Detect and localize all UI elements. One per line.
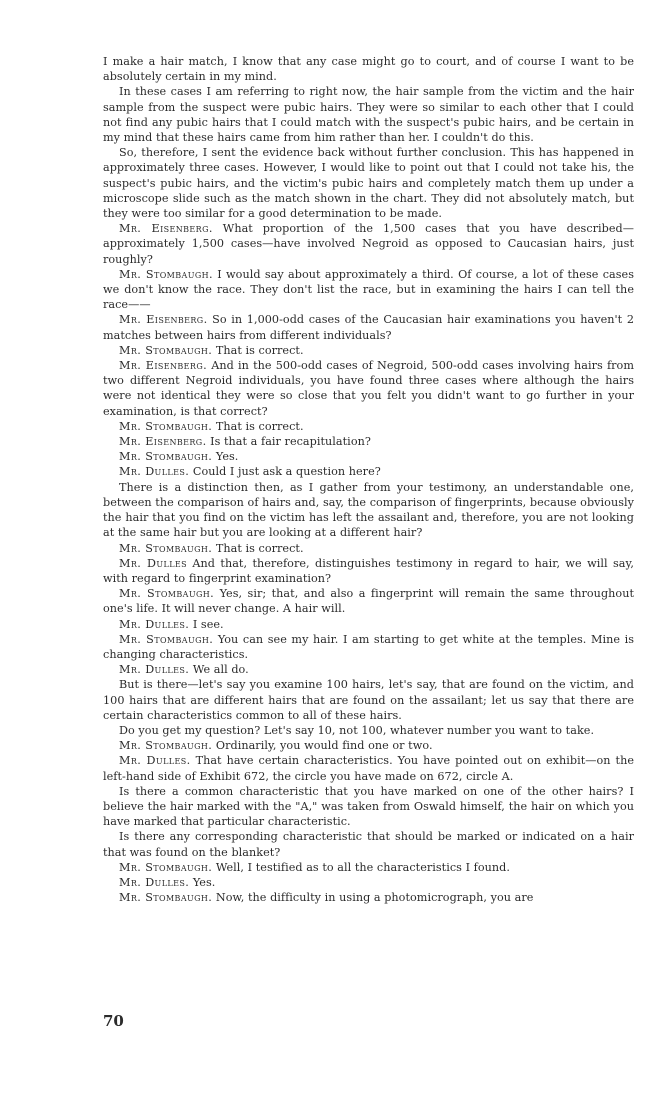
paragraph-text: Is that a fair recapitulation?: [210, 435, 371, 449]
paragraph-text: Yes.: [192, 875, 216, 889]
paragraph-text: What proportion of the 1,500 cases that you have described—approximately 1,500 cases—have involved Negroid as opposed to Caucasian hairs, just roughly?: [103, 222, 634, 266]
paragraph-text: Do you get my question? Let's say 10, not 100, whatever number you want to take.: [119, 723, 595, 737]
speaker: Mr. Dulles.: [119, 875, 190, 889]
paragraph-text: That is correct.: [215, 541, 304, 555]
speaker: Mr. Stombaugh.: [119, 739, 213, 753]
paragraph: [103, 753, 634, 783]
paragraph-text: You can see my hair. I am starting to get white at the temples. Mine is changing characteristics.: [103, 632, 635, 661]
paragraph-text: Well, I testified as to all the characteristics I found.: [215, 860, 510, 874]
paragraph: [103, 312, 634, 342]
speaker: Mr. Dulles.: [119, 663, 190, 677]
paragraph-text: Ordinarily, you would find one or two.: [215, 739, 433, 753]
page-number: 70: [103, 1012, 124, 1030]
speaker: Mr. Stombaugh.: [119, 343, 213, 357]
paragraph-text: I would say about approximately a third. Of course, a lot of these cases we don't know the race. They don't list the race, but in examining the hairs I can tell the race——: [103, 267, 635, 312]
speaker: Mr. Dulles: [119, 556, 188, 570]
paragraph: [103, 829, 634, 859]
paragraph: [103, 556, 634, 586]
paragraph: [103, 784, 634, 830]
paragraph: [103, 145, 634, 221]
paragraph-text: That is correct.: [215, 419, 304, 433]
paragraph-text: I see.: [192, 617, 224, 631]
paragraph-text: There is a distinction then, as I gather from your testimony, an understandable one, between the comparison of hairs and, say, the comparison of fingerprints, because obviously the hair that you find on the victim has left the assailant and, therefore, you are not looking at the same hair but you are looking at a different hair?: [103, 480, 634, 540]
speaker: Mr. Stombaugh.: [119, 587, 215, 601]
paragraph-text: That have certain characteristics. You have pointed out on exhibit—on the left-hand side of Exhibit 672, the circle you have made on 672, circle A.: [103, 754, 634, 783]
speaker: Mr. Stombaugh.: [119, 860, 213, 874]
paragraph: [103, 662, 634, 677]
paragraph-text: Is there any corresponding characteristic that should be marked or indicated on a hair that was found on the blanket?: [103, 830, 634, 859]
paragraph: [103, 449, 634, 464]
paragraph-text: We all do.: [192, 663, 249, 677]
speaker: Mr. Dulles.: [119, 617, 190, 631]
paragraph: [103, 586, 634, 616]
paragraph-text: Is there a common characteristic that you have marked on one of the other hairs? I believe the hair marked with the "A," was taken from Oswald himself, the hair on which you have marked that particular characteristic.: [103, 784, 634, 829]
paragraph: [103, 464, 634, 479]
speaker: Mr. Dulles.: [119, 465, 190, 479]
paragraph: [103, 434, 634, 449]
paragraph: [103, 738, 634, 753]
paragraph: [103, 541, 634, 556]
paragraph: [103, 343, 634, 358]
speaker: Mr. Stombaugh.: [119, 450, 213, 464]
paragraph: [103, 875, 634, 890]
paragraph: [103, 84, 634, 145]
paragraph: [103, 480, 634, 541]
speaker: Mr. Eisenberg.: [119, 313, 208, 327]
paragraph-text: That is correct.: [215, 343, 304, 357]
paragraph-text: I make a hair match, I know that any case might go to court, and of course I want to be absolutely certain in my mind.: [103, 55, 634, 84]
paragraph-text: Yes.: [215, 450, 239, 464]
paragraph: [103, 617, 634, 632]
paragraph: [103, 890, 634, 905]
paragraph-text: So, therefore, I sent the evidence back without further conclusion. This has happened in approximately three cases. However, I would like to point out that I could not take his, the suspect's pubic hairs, and the victim's pubic hairs and completely match them up under a microscope slide such as the match shown in the chart. They did not absolutely match, but they were too similar for a good determination to be made.: [103, 146, 634, 221]
speaker: Mr. Stombaugh.: [119, 541, 213, 555]
speaker: Mr. Stombaugh.: [119, 419, 213, 433]
speaker: Mr. Dulles.: [119, 754, 191, 768]
paragraph-text: But is there—let's say you examine 100 hairs, let's say, that are found on the victim, and 100 hairs that are different hairs that are found on the assailant; let us say that there are certain characteristics common to all of these hairs.: [103, 678, 634, 722]
paragraph: [103, 723, 634, 738]
paragraph-text: Could I just ask a question here?: [192, 465, 381, 479]
paragraph: [103, 54, 634, 84]
speaker: Mr. Stombaugh.: [119, 891, 213, 905]
paragraph-text: And that, therefore, distinguishes testimony in regard to hair, we will say, with regard to fingerprint examination?: [103, 556, 634, 585]
speaker: Mr. Stombaugh.: [119, 267, 213, 281]
paragraph: [103, 860, 634, 875]
paragraph-text: So in 1,000-odd cases of the Caucasian hair examinations you haven't 2 matches between hairs from different individuals?: [103, 313, 634, 342]
paragraph: [103, 419, 634, 434]
speaker: Mr. Eisenberg.: [119, 435, 207, 449]
paragraph-text: Now, the difficulty in using a photomicrograph, you are: [215, 891, 534, 905]
paragraph-text: In these cases I am referring to right now, the hair sample from the victim and the hair sample from the suspect were pubic hairs. They were so similar to each other that I could not find any pubic hairs that I could match with the suspect's pubic hairs, and be certain in my mind that these hairs came from him rather than her. I couldn't do this.: [103, 85, 634, 145]
speaker: Mr. Eisenberg.: [119, 359, 208, 373]
paragraph-text: And in the 500-odd cases of Negroid, 500-odd cases involving hairs from two different Negroid individuals, you have found three cases where although the hairs were not identical they were so close that you felt you didn't want to go further in your examination, is that correct?: [103, 359, 634, 418]
speaker: Mr. Eisenberg.: [119, 222, 213, 236]
body-text: [103, 54, 634, 905]
paragraph: [103, 358, 634, 419]
speaker: Mr. Stombaugh.: [119, 632, 214, 646]
paragraph: [103, 677, 634, 723]
paragraph: [103, 221, 634, 267]
paragraph: [103, 632, 634, 662]
paragraph-text: Yes, sir; that, and also a fingerprint will remain the same throughout one's life. It will never change. A hair will.: [103, 587, 634, 616]
paragraph: [103, 267, 634, 313]
